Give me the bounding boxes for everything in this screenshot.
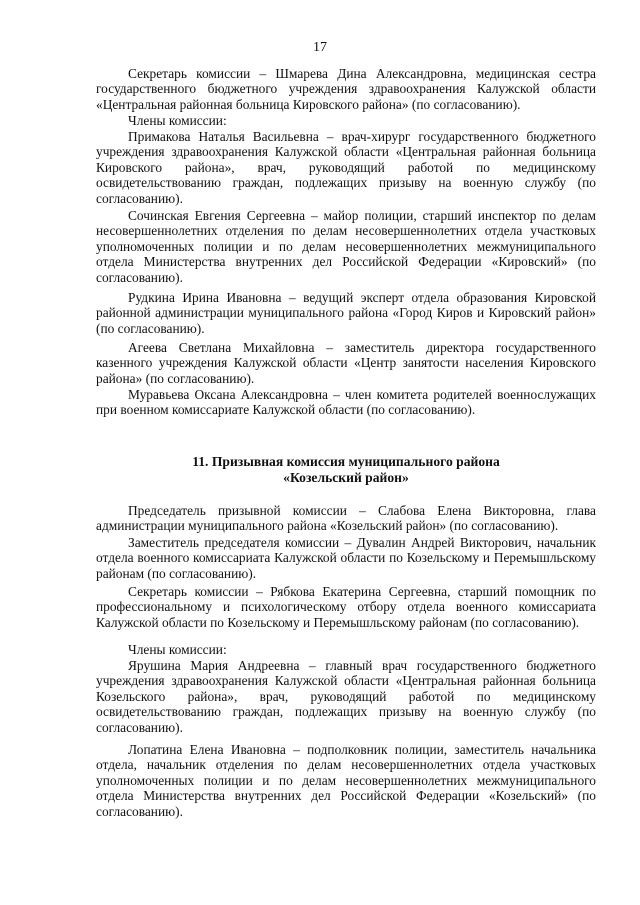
member-paragraph: Сочинская Евгения Сергеевна – майор полиции, старший инспектор по делам несовершеннолетних отделения по делам несовершеннолетних отдела участковых уполномоченных полиции и по делам несовершеннолетних межмуниципального отдела Министерства внутренних дел Российской Федерации «Кировский» (по согласованию).: [96, 208, 596, 285]
section-heading-line: «Козельский район»: [283, 470, 409, 485]
member-paragraph: Агеева Светлана Михайловна – заместитель директора государственного казенного учреждения Калужской области «Центр занятости населения Кировского района» (по согласованию).: [96, 340, 596, 386]
member-paragraph: Ярушина Мария Андреевна – главный врач государственного бюджетного учреждения здравоохранения Калужской области «Центральная районная больница Козельского района», врач, руководящий работой по медицинскому освидетельствованию граждан, подлежащих призыву на военную службу (по согласованию).: [96, 658, 596, 735]
member-paragraph: Лопатина Елена Ивановна – подполковник полиции, заместитель начальника отдела, начальник отделения по делам несовершеннолетних отдела участковых уполномоченных полиции и по делам несовершеннолетних межмуниципального отдела Министерства внутренних дел Российской Федерации «Козельский» (по согласованию).: [96, 742, 596, 819]
chairman-paragraph: Председатель призывной комиссии – Слабова Елена Викторовна, глава администрации муниципального района «Козельский район» (по согласованию).: [96, 503, 596, 534]
secretary-paragraph: Секретарь комиссии – Шмарева Дина Александровна, медицинская сестра государственного бюджетного учреждения здравоохранения Калужской области «Центральная районная больница Кировского района» (по согласованию).: [96, 66, 596, 112]
deputy-paragraph: Заместитель председателя комиссии – Дувалин Андрей Викторович, начальник отдела военного комиссариата Калужской области по Козельскому и Перемышльскому районам (по согласованию).: [96, 535, 596, 581]
members-label: Члены комиссии:: [128, 113, 227, 128]
member-paragraph: Примакова Наталья Васильевна – врач-хирург государственного бюджетного учреждения здравоохранения Калужской области «Центральная районная больница Кировского района», врач, руководящий работой по медицинскому освидетельствованию граждан, подлежащих призыву на военную службу (по согласованию).: [96, 129, 596, 206]
section-heading: [96, 454, 596, 486]
secretary-paragraph: Секретарь комиссии – Рябкова Екатерина Сергеевна, старший помощник по профессиональному и психологическому отбору отдела военного комиссариата Калужской области по Козельскому и Перемышльскому районам (по согласованию).: [96, 584, 596, 630]
members-label: Члены комиссии:: [128, 642, 227, 657]
page-number: 17: [313, 40, 327, 55]
section-heading-line: 11. Призывная комиссия муниципального района: [192, 454, 500, 469]
member-paragraph: Рудкина Ирина Ивановна – ведущий эксперт отдела образования Кировской районной администрации муниципального района «Город Киров и Кировский район» (по согласованию).: [96, 290, 596, 336]
member-paragraph: Муравьева Оксана Александровна – член комитета родителей военнослужащих при военном комиссариате Калужской области (по согласованию).: [96, 387, 596, 418]
